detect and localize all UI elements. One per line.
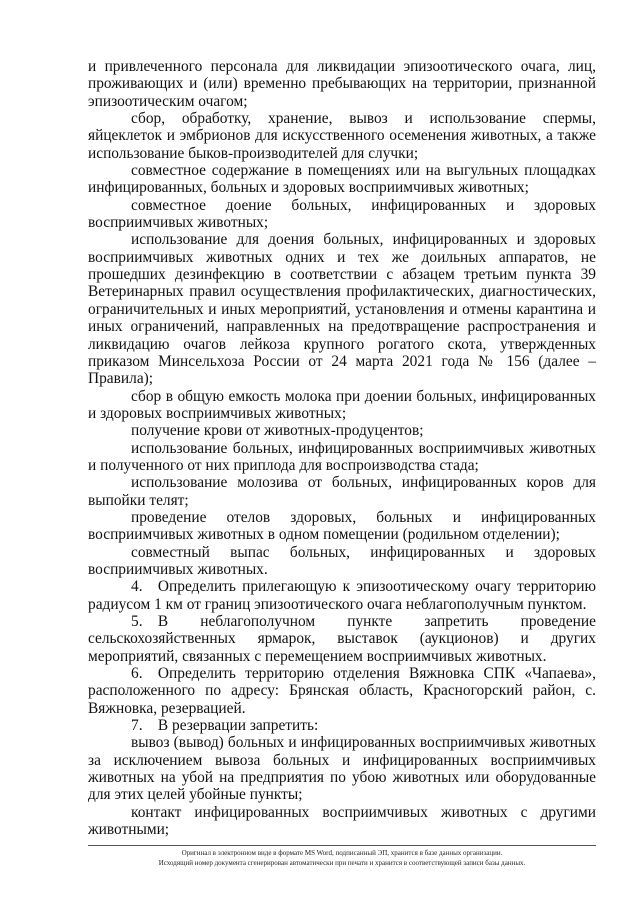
footer-line-1: Оригинал в электронном виде в формате MS Word, подписанный ЭП, хранится в базе данных организации. — [181, 849, 503, 857]
paragraph-2: сбор, обработку, хранение, вывоз и использование спермы, яйцеклеток и эмбрионов для искусственного осеменения животных, а также использование быков-производителей для случки; — [88, 110, 596, 162]
paragraph-8: использование больных, инфицированных восприимчивых животных и полученного от них приплода для воспроизводства стада; — [88, 439, 596, 474]
paragraph-11: совместный выпас больных, инфицированных и здоровых восприимчивых животных. — [88, 543, 596, 578]
paragraph-6: сбор в общую емкость молока при доении больных, инфицированных и здоровых восприимчивых животных; — [88, 387, 596, 422]
footer-line-2: Исходящий номер документа сгенерирован автоматически при печати и хранится в соответствующей записи базы данных. — [158, 858, 526, 867]
paragraph-17: контакт инфицированных восприимчивых животных с другими животными; — [88, 803, 596, 839]
paragraph-4: совместное доение больных, инфицированных и здоровых восприимчивых животных; — [88, 196, 596, 232]
paragraph-16: вывоз (вывод) больных и инфицированных восприимчивых животных за исключением вывоза больных и инфицированных восприимчивых животных на убой на предприятия по убою животных или оборудованные для этих целей убойные пункты; — [88, 734, 596, 804]
numbered-paragraph-7: 7. В резервации запретить: — [131, 717, 319, 735]
paragraph-10: проведение отелов здоровых, больных и инфицированных восприимчивых животных в одном помещении (родильном отделении); — [88, 508, 596, 544]
numbered-paragraph-5: 5. В неблагополучном пункте запретить проведение сельскохозяйственных ярмарок, выставок (аукционов) и других мероприятий, связанных с перемещением восприимчивых животных. — [88, 613, 596, 665]
paragraph-5: использование для доения больных, инфицированных и здоровых восприимчивых животных одних и тех же доильных аппаратов, не прошедших дезинфекцию в соответствии с абзацем третьим пункта 39 Ветеринарных правил осуществления профилактических, диагностических, ограничительных и иных мероприятий, установления и отмены карантина и иных ограничений, направленных на предотвращение распространения и ликвидацию очагов лейкоза крупного рогатого скота, утвержденных приказом Минсельхоза России от 24 марта 2021 года № 156 (далее – Правила); — [88, 231, 596, 388]
paragraph-3: совместное содержание в помещениях или на выгульных площадках инфицированных, больных и здоровых восприимчивых животных; — [88, 162, 596, 197]
footer-note — [88, 849, 596, 868]
paragraph-7: получение крови от животных-продуцентов; — [131, 422, 424, 440]
numbered-paragraph-4: 4. Определить прилегающую к эпизоотическому очагу территорию радиусом 1 км от границ эпизоотического очага неблагополучным пунктом. — [88, 578, 596, 613]
footer-divider — [88, 845, 596, 846]
paragraph-9: использование молозива от больных, инфицированных коров для выпойки телят; — [88, 474, 596, 509]
document-body — [88, 58, 596, 838]
numbered-paragraph-6: 6. Определить территорию отделения Вяжновка СПК «Чапаева», расположенного по адресу: Брянская область, Красногорский район, с. Вяжновка, резервацией. — [88, 665, 596, 717]
paragraph-1: и привлеченного персонала для ликвидации эпизоотического очага, лиц, проживающих и (или) временно пребывающих на территории, признанной эпизоотическим очагом; — [88, 58, 596, 110]
